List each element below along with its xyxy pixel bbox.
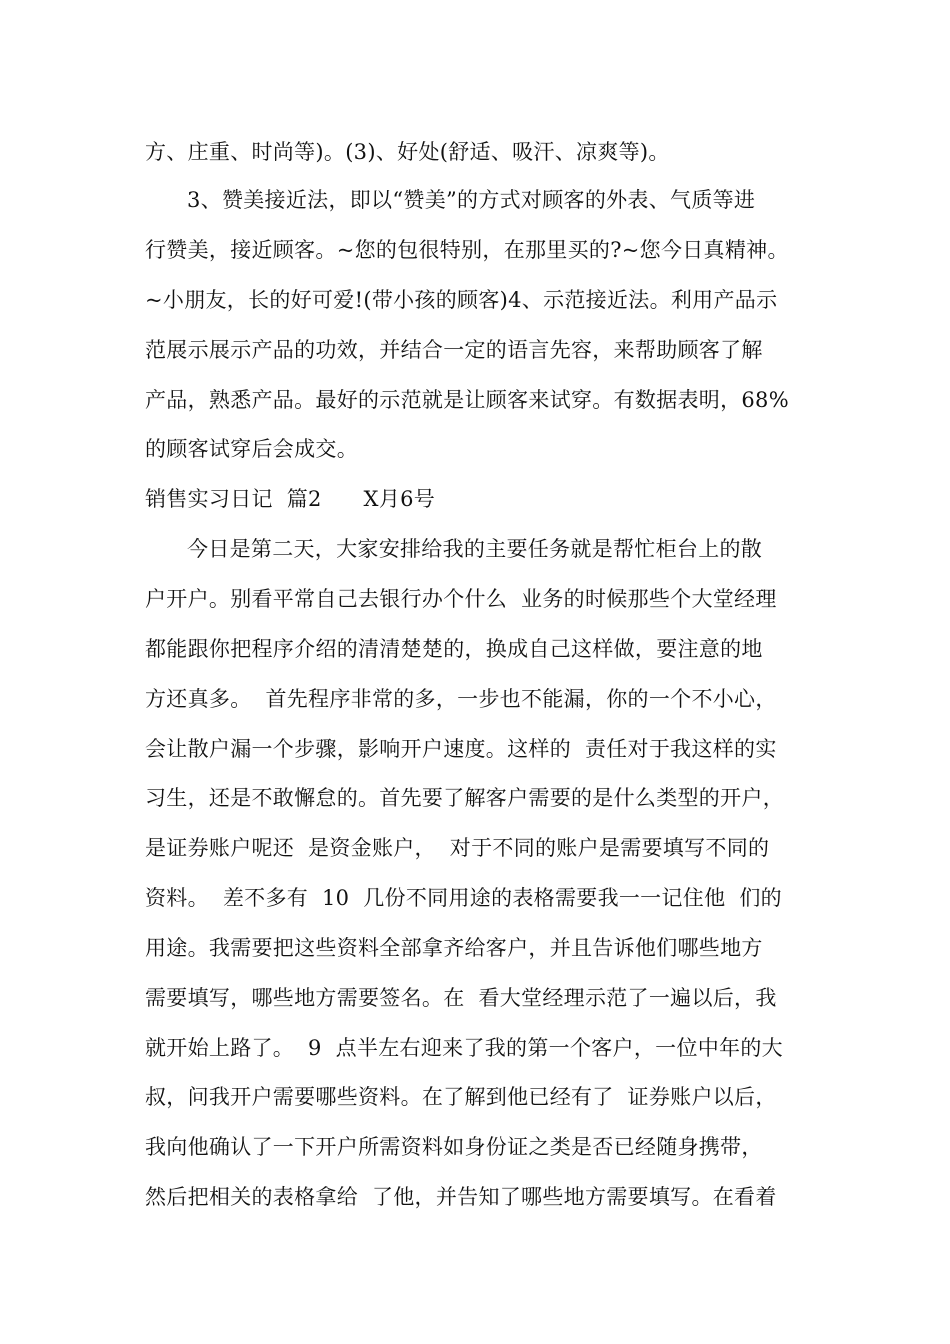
text-line: 范展示展示产品的功效，并结合一定的语言先容，来帮助顾客了解 bbox=[145, 338, 763, 362]
text-line: 户开户。别看平常自己去银行办个什么 业务的时候那些个大堂经理 bbox=[145, 587, 777, 611]
text-line: 就开始上路了。 9 点半左右迎来了我的第一个客户，一位中年的大 bbox=[145, 1036, 783, 1060]
text-line: 习生，还是不敢懈怠的。首先要了解客户需要的是什么类型的开户， bbox=[145, 786, 784, 810]
text-line: 用途。我需要把这些资料全部拿齐给客户，并且告诉他们哪些地方 bbox=[145, 936, 763, 960]
text-line: 是证券账户呢还 是资金账户， 对于不同的账户是需要填写不同的 bbox=[145, 836, 770, 860]
text-line: 资料。 差不多有 10 几份不同用途的表格需要我一一记住他 们的 bbox=[145, 886, 782, 910]
text-line: 需要填写，哪些地方需要签名。在 看大堂经理示范了一遍以后，我 bbox=[145, 986, 777, 1010]
text-line: 会让散户漏一个步骤，影响开户速度。这样的 责任对于我这样的实 bbox=[145, 737, 777, 761]
text-line: 方、庄重、时尚等)。(3)、好处(舒适、吸汗、凉爽等)。 bbox=[145, 140, 670, 164]
text-line: 我向他确认了一下开户所需资料如身份证之类是否已经随身携带， bbox=[145, 1135, 763, 1159]
text-line: 然后把相关的表格拿给 了他，并告知了哪些地方需要填写。在看着 bbox=[145, 1185, 777, 1209]
text-line: 行赞美，接近顾客。~您的包很特别，在那里买的?~您今日真精神。 bbox=[145, 238, 789, 262]
text-line: 今日是第二天，大家安排给我的主要任务就是帮忙柜台上的散 bbox=[187, 537, 763, 561]
text-line: 方还真多。 首先程序非常的多，一步也不能漏，你的一个不小心， bbox=[145, 687, 777, 711]
text-line: 产品，熟悉产品。最好的示范就是让顾客来试穿。有数据表明，68% bbox=[145, 388, 789, 412]
text-line: 都能跟你把程序介绍的清清楚楚的，换成自己这样做，要注意的地 bbox=[145, 637, 763, 661]
text-line: ~小朋友，长的好可爱!(带小孩的顾客)4、示范接近法。利用产品示 bbox=[145, 288, 778, 312]
section-heading: 销售实习日记 篇2 X月6号 bbox=[145, 487, 436, 511]
text-line: 叔，问我开户需要哪些资料。在了解到他已经有了 证券账户以后， bbox=[145, 1085, 777, 1109]
text-line: 3、赞美接近法，即以“赞美”的方式对顾客的外表、气质等进 bbox=[187, 188, 756, 212]
text-line: 的顾客试穿后会成交。 bbox=[145, 437, 358, 461]
